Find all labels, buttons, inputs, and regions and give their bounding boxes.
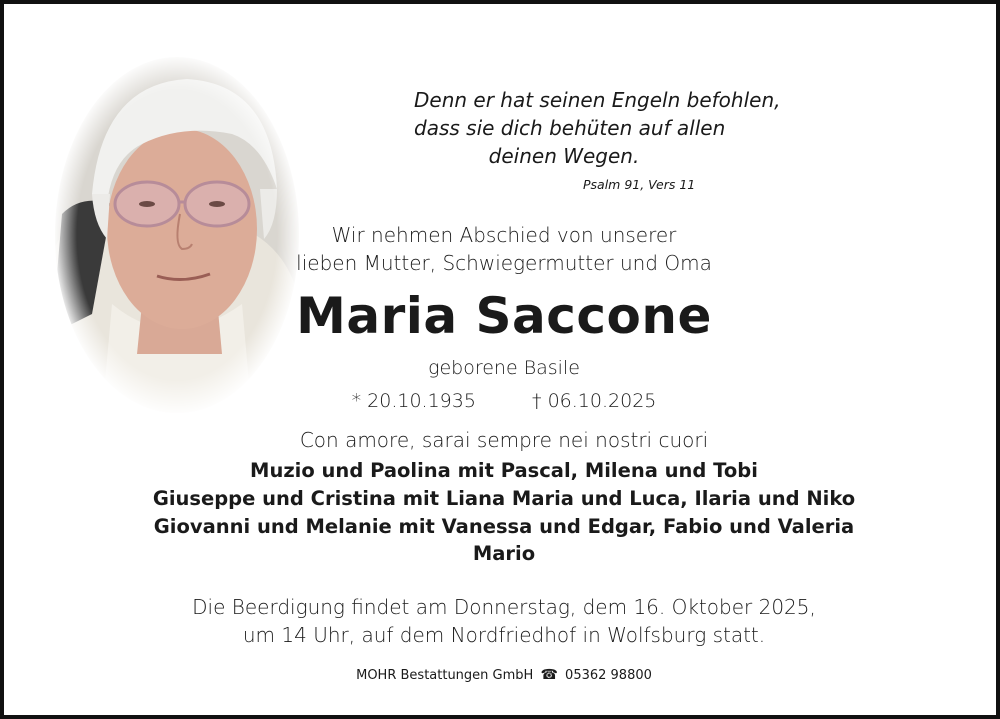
birth-date: * 20.10.1935 — [351, 390, 476, 412]
deceased-name: Maria Saccone — [296, 287, 712, 345]
life-dates — [4, 390, 1000, 412]
funeral-line-2: um 14 Uhr, auf dem Nordfriedhof in Wolfsburg statt. — [242, 623, 766, 647]
death-date: † 06.10.2025 — [532, 390, 657, 412]
funeral-home-name: MOHR Bestattungen GmbH — [356, 668, 534, 683]
footer — [4, 667, 1000, 683]
verse-line-3: deinen Wegen. — [488, 144, 640, 168]
family-line-4: Mario — [472, 542, 536, 565]
telephone-icon: ☎ — [540, 667, 558, 683]
verse-source: Psalm 91, Vers 11 — [583, 177, 696, 192]
funeral-line-1: Die Beerdigung findet am Donnerstag, dem 16. Oktober 2025, — [192, 595, 816, 619]
verse-line-1: Denn er hat seinen Engeln befohlen, — [414, 88, 781, 112]
intro-line-1: Wir nehmen Abschied von unserer — [331, 223, 677, 247]
maiden-name: geborene Basile — [428, 357, 580, 379]
funeral-home-phone: 05362 98800 — [565, 668, 652, 683]
family-line-3: Giovanni und Melanie mit Vanessa und Edgar, Fabio und Valeria — [153, 515, 855, 538]
family-line-2: Giuseppe und Cristina mit Liana Maria und Luca, Ilaria und Niko — [152, 487, 856, 510]
verse-line-2: dass sie dich behüten auf allen — [414, 116, 726, 140]
amore-line: Con amore, sarai sempre nei nostri cuori — [299, 428, 709, 452]
family-line-1: Muzio und Paolina mit Pascal, Milena und Tobi — [250, 459, 758, 482]
intro-line-2: lieben Mutter, Schwiegermutter und Oma — [296, 251, 712, 275]
